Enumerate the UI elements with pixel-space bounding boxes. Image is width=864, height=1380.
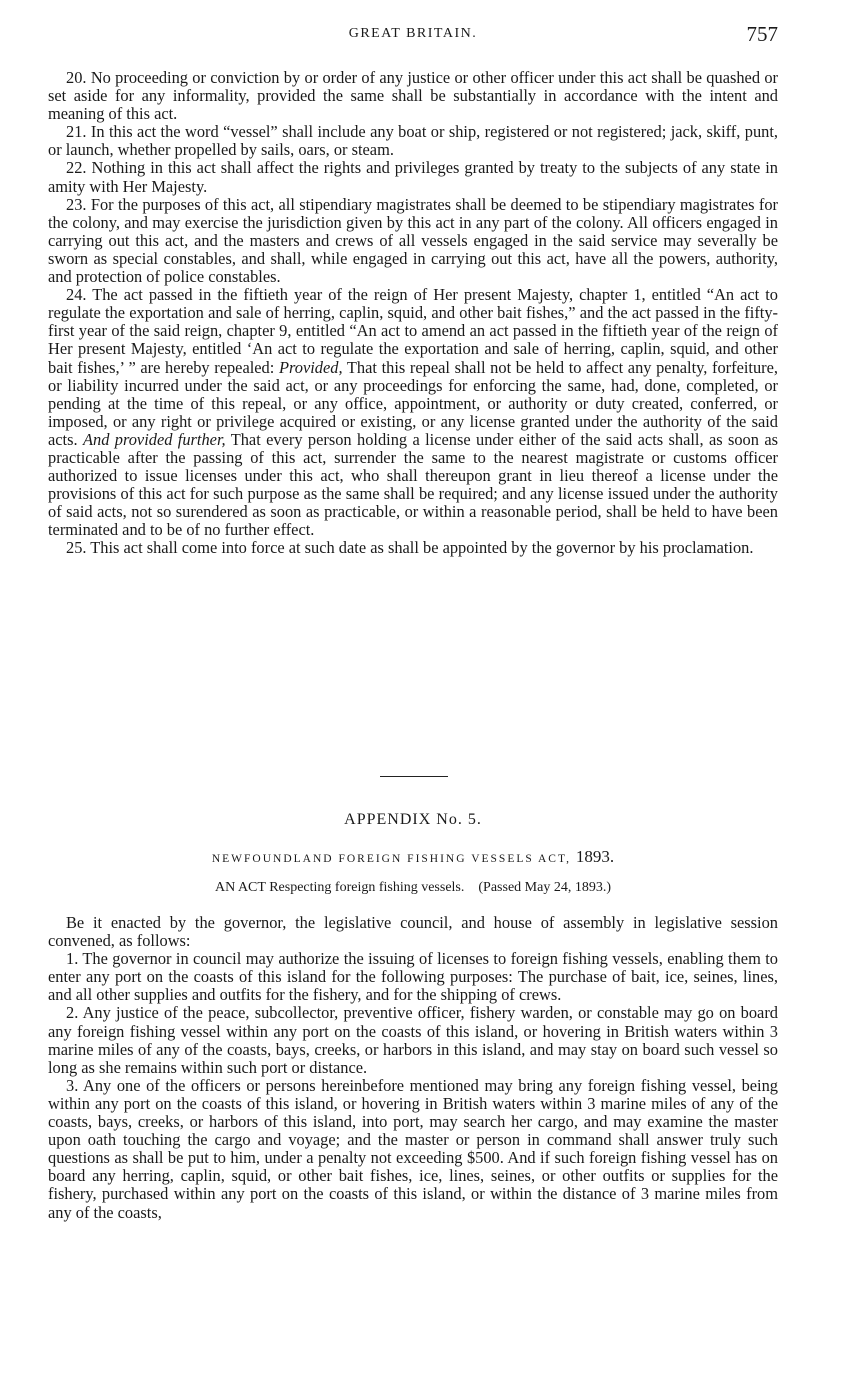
section-3: 3. Any one of the officers or persons hereinbefore mentioned may bring any foreign fishing vessel, being within any port on the coasts of this island, or hovering in British waters within 3 marine miles of any of the coasts, bays, creeks, or harbors of this island, into port, may search her cargo, and may examine the master upon oath touching the cargo and voyage; and the master or person in command shall answer truly such questions as shall be put to him, under a penalty not exceeding $500. And if such foreign fishing vessel has on board any herring, caplin, squid, or other bait fishes, ice, lines, seines, or other outfits or supplies for the fishery, purchased within any port on the coasts of this island, or within the distance of 3 marine miles from any of the coasts, xyxy=(48,1075,778,1222)
section-2: 2. Any justice of the peace, subcollector, preventive officer, fishery warden, or constable may go on board any foreign fishing vessel within any port on the coasts of this island, or hovering in British waters within 3 marine miles of any of the coasts, bays, creeks, or harbors in this island, and may stay on board such vessel so long as she remains within such port or distance. xyxy=(48,1003,778,1077)
act-passed-date: (Passed May 24, 1893.) xyxy=(478,880,611,895)
section-24 xyxy=(48,286,778,539)
appendix-subtitle-text: NEWFOUNDLAND FOREIGN FISHING VESSELS ACT, xyxy=(211,853,572,865)
appendix-subtitle xyxy=(48,847,778,867)
section-24-part-b: That this repeal shall not be held to affect any penalty, forfeiture, or liability incurred under the said act, or any proceedings for enforcing the same, had, done, completed, or pending at the time of this repeal, or any office, appointment, or authority or duty created, conferred, or imposed, or any right or privilege acquired or existing, or any license granted under the authority of the said acts. xyxy=(48,357,778,449)
act-heading xyxy=(48,880,778,896)
act-title: AN ACT Respecting foreign fishing vessels. xyxy=(215,880,465,895)
appendix-body xyxy=(48,914,778,1222)
section-24-part-a: 24. The act passed in the fiftieth year of the reign of Her present Majesty, chapter 1, entitled “An act to regulate the exportation and sale of herring, caplin, squid, and other bait fishes,” and the act passed in the fifty-first year of the said reign, chapter 9, entitled “An act to amend an act passed in the fiftieth year of the reign of Her present Majesty, entitled ‘An act to regulate the exportation and sale of herring, caplin, squid, and other bait fishes,’ ” are hereby repealed: xyxy=(48,285,778,377)
section-24-part-c: That every person holding a license under either of the said acts shall, as soon as practicable after the passing of this act, surrender the same to the nearest magistrate or customs officer authorized to issue licenses under this act, who shall thereupon grant in lieu thereof a license under the provisions of this act for such purpose as the same shall be required; and any license issued under the authority of said acts, not so surendered as soon as practicable, or within a reasonable period, shall be held to have been terminated and to be of no further effect. xyxy=(48,429,778,540)
provided-phrase: Provided, xyxy=(278,357,343,377)
appendix-title: APPENDIX No. 5. xyxy=(344,811,482,828)
provided-further-phrase: And provided further, xyxy=(82,429,226,449)
section-21: 21. In this act the word “vessel” shall include any boat or ship, registered or not registered; jack, skiff, punt, or launch, whether propelled by sails, oars, or steam. xyxy=(48,122,778,160)
enacting-clause: Be it enacted by the governor, the legislative council, and house of assembly in legislative session convened, as follows: xyxy=(48,913,778,951)
header-title: GREAT BRITAIN. xyxy=(348,26,478,41)
section-23: 23. For the purposes of this act, all stipendiary magistrates shall be deemed to be stipendiary magistrates for the colony, and may exercise the jurisdiction given by this act in any part of the colony. All officers engaged in carrying out this act, and the masters and crews of all vessels engaged in the said service may severally be sworn as special constables, and shall, while engaged in carrying out this act, have all the powers, authority, and protection of police constables. xyxy=(48,194,778,287)
page-number: 757 xyxy=(746,22,778,46)
section-divider xyxy=(380,776,448,777)
running-header xyxy=(48,22,778,46)
section-20: 20. No proceeding or conviction by or order of any justice or other officer under this act shall be quashed or set aside for any informality, provided the same shall be substantially in accordance with the intent and meaning of this act. xyxy=(48,68,778,124)
section-1: 1. The governor in council may authorize the issuing of licenses to foreign fishing vessels, enabling them to enter any port on the coasts of this island for the following purposes: The purchase of bait, ice, seines, lines, and all other supplies and outfits for the fishery, and for the shipping of crews. xyxy=(48,949,778,1005)
appendix-subtitle-year: 1893. xyxy=(575,847,615,866)
section-25: 25. This act shall come into force at such date as shall be appointed by the governor by his proclamation. xyxy=(66,538,754,558)
section-22: 22. Nothing in this act shall affect the rights and privileges granted by treaty to the subjects of any state in amity with Her Majesty. xyxy=(48,158,778,196)
act-sections-20-25 xyxy=(48,69,778,558)
